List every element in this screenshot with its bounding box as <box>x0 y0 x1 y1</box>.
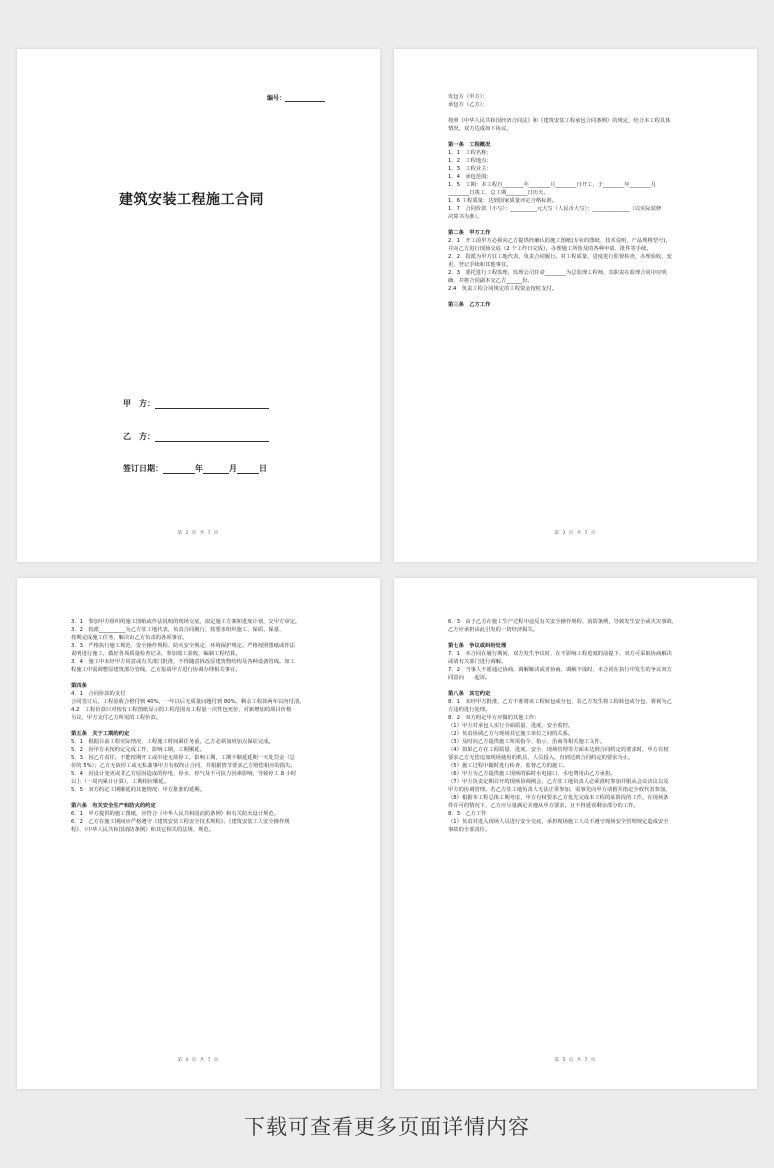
text-line: 2．2 指派为甲方驻工地代表，负责合同履行。对工程质量、进度进行监督检查，办理验收、变 <box>448 254 672 260</box>
page-footer: 第 4 页 共 7 页 <box>177 1058 220 1063</box>
page-footer: 第 5 页 共 7 页 <box>554 1058 597 1063</box>
paragraph-gap <box>448 109 703 117</box>
paragraph-gap <box>71 722 326 730</box>
text-line: 决算书为准）。 <box>448 214 483 220</box>
month-blank <box>203 464 229 474</box>
page-footer: 第 3 页 共 7 页 <box>554 531 597 536</box>
text-line: 按期完成施工任务，解决由乙方负责的各项事宜。 <box>71 635 188 641</box>
text-line: 合同签订后，工程验收合格付到 40%，一年以后无质量问题付到 80%，剩余工程款两年以内付清。 <box>71 699 305 705</box>
text-line: 4．1 合同价款的支付 <box>71 691 126 697</box>
section-heading: 第八条 其它约定 <box>448 691 491 697</box>
text-line: （1）甲方对承包人实行全面质量、进度、安全监控。 <box>448 723 574 729</box>
text-line: 1．2 工程地点： <box>448 158 492 164</box>
contract-page-3 <box>394 49 757 562</box>
text-line: 乙方应承担由此引发的一切经济损失。 <box>448 627 539 633</box>
text-line: 8．3 乙方工作 <box>448 811 487 817</box>
text-line: 1．7 合同价款（小写）：__________元大写（人民币大写）：______________（以实际装修 <box>448 206 662 212</box>
section-heading: 第七条 争议或纠纷处理 <box>448 643 507 649</box>
text-line: 或请有关部门进行调解。 <box>448 659 507 665</box>
contract-page-4 <box>17 578 380 1089</box>
paragraph-gap <box>71 674 326 682</box>
party-a-field <box>123 398 269 409</box>
text-line: 要求乙方无偿追加现场使用的机具、人员投入，直到达到合同约定的要求为止。 <box>448 755 634 761</box>
text-line: 1．6 工程质量：达到国家质量评定合格标准。 <box>448 198 558 204</box>
page-body <box>448 618 703 834</box>
party-b-label: 乙 方： <box>123 432 155 441</box>
text-line: 3．3 严格执行施工规范、安全操作规程、防火安全规定、环境保护规定。严格按照图纸或作法 <box>71 643 295 649</box>
text-line: 2．3 委托进行工程监理，监理公司任命________为总监理工程师，其职责在监理合同中应明 <box>448 270 667 276</box>
section-heading: 第四条 <box>71 683 87 689</box>
text-line: 6．1 甲方提供的施工图纸，应符合《中华人民共和国消防条例》和有关防火设计规范。 <box>71 811 280 817</box>
day-label: 日 <box>259 464 267 473</box>
section-heading: 第一条 工程概况 <box>448 142 491 148</box>
section-heading: 第二条 甲方工作 <box>448 230 491 236</box>
section-heading: 第三条 乙方工作 <box>448 302 491 308</box>
day-blank <box>237 464 259 474</box>
text-line: 程》、《中华人民共和国消防条例》和其它相关的法规、规范。 <box>71 827 215 833</box>
contract-page-5 <box>394 578 757 1089</box>
text-line: 4.2 工程价款只对按有工程图纸显示的工程范围及工程量一次性包死价，对新增加的项目价格 <box>71 707 292 713</box>
text-line: 以上（一周内累计计算），工期相应顺延。 <box>71 779 169 785</box>
paragraph-gap <box>448 221 703 229</box>
text-line: 5．1 根据目前工程实际情况，工程施工时间紧任务重，乙方必须加班加点保证完成。 <box>71 739 274 745</box>
text-line: 另议，甲方支付乙方所需的工程价款。 <box>71 715 162 721</box>
contract-cover-page <box>17 49 380 562</box>
page-footer: 第 2 页 共 7 页 <box>177 531 220 536</box>
text-line: 3．2 指派__________为乙方驻工地代表，负责合同履行，按要求组织施工，保质、保量、 <box>71 627 285 633</box>
text-line: 同意向 起诉。 <box>448 675 491 681</box>
text-line: （2）负责协调乙方与现场其它施工单位之间的关系。 <box>448 731 574 737</box>
text-line: （1）负责对进入现场人员进行安全交底，承担现场施工人员不遵守现场安全管理规定造成安全 <box>448 819 669 825</box>
text-line: 2．1 开工前甲方必须向乙方提供经确认的施工图纸(专业的图纸、技术说明、产品规格型号)， <box>448 238 671 244</box>
text-line: 事故的全部责任。 <box>448 827 491 833</box>
party-b-blank <box>155 432 269 442</box>
paragraph-gap <box>448 293 703 301</box>
paragraph-gap <box>448 133 703 141</box>
text-line: 5．2 因甲方未按约定完成工作，影响工期，工期顺延。 <box>71 747 205 753</box>
text-line: 3．4 施工中未经甲方同意或有关部门批准，不得随意拆改原建筑物结构及各种设备管线。如工 <box>71 659 295 665</box>
party-a-blank <box>155 399 269 409</box>
text-line: 1．3 工程业主： <box>448 166 492 172</box>
section-heading: 第六条 有关安全生产和防火的约定 <box>71 803 156 809</box>
text-line: 3．1 参加甲方组织的施工图纸或作法说明的现场交底，拟定施工方案和进度计划，交甲方审定。 <box>71 619 301 625</box>
text-line: 6．2 乙方在施工期间应严格遵守《建筑安装工程安全技术规程》、《建筑安装工人安全操作规 <box>71 819 290 825</box>
paragraph-gap <box>448 634 703 642</box>
section-heading: 第五条 关于工期的约定 <box>71 731 130 737</box>
text-line: 1．5 工期：本工程自________年________月________日开工，于________年________月 <box>448 182 657 188</box>
text-line: （6）甲方为乙方提供施工现场的临时水电接口，水电费用由乙方承担。 <box>448 771 616 777</box>
text-line: 说明进行施工，做好各项质量检查记录，参加竣工验收，编制工程结算。 <box>71 651 241 657</box>
month-label: 月 <box>229 464 237 473</box>
text-line: 情况，双方达成如下协议。 <box>448 126 512 132</box>
contract-number-blank <box>285 95 325 102</box>
text-line: 6．3 由于乙方在施工生产过程中违反有关安全操作规程、消防条例，导致发生安全或火灾事故， <box>448 619 678 625</box>
text-line: 7．1 本合同在履行期间，双方发生争议时，在不影响工程进度的前提下，双方可采取协商解决 <box>448 651 672 657</box>
page-body <box>71 618 326 834</box>
text-line: 程施工中需调整原建筑部分管线，乙方报请甲方进行协调办理相关事宜。 <box>71 667 241 673</box>
text-line: 8．2 双方约定甲方应做的其他工作： <box>448 715 540 721</box>
text-line: 1．1 工程名称： <box>448 150 492 156</box>
text-line: （5）施工过程中随时进行检查，监督乙方的施工。 <box>448 763 568 769</box>
text-line: 更、登记手续和其他事宜。 <box>448 262 512 268</box>
contract-number-field <box>267 93 325 102</box>
text-line: （8）根据本工程总体工期考虑，甲方有权要求乙方优先完成本工程的某阶段的工作。在现场条 <box>448 795 669 801</box>
text-line: 发包方（甲方）： <box>448 94 488 100</box>
text-line: ________日竣工，总工期________日历天。 <box>448 190 549 196</box>
year-blank <box>163 464 195 474</box>
text-line: （7）甲方负责定期召开的现场协调例会，乙方驻工地负责人必须准时参加并服从会议决议以及 <box>448 779 669 785</box>
sign-date-field <box>123 463 267 474</box>
text-line: 5．4 因设计变更或非乙方原因造成的停电、停水、停气及不可抗力因素影响，导致停工 8 小时 <box>71 771 297 777</box>
party-a-label: 甲 方： <box>123 399 155 408</box>
contract-number-label: 编号： <box>266 95 285 102</box>
text-line: 按照《中华人民共和国经济合同法》和《建筑安装工程承包合同条例》的规定，结合本工程具体 <box>448 118 671 124</box>
text-line: 确，并将合同副本交乙方______份。 <box>448 278 533 284</box>
text-line: 并向乙方进行现场交底（2 个工作日完成），办理施工所涉及的各种申请、批件等手续。 <box>448 246 652 252</box>
text-line: 7．2 当事人不愿通过协商，调解解决或者协商，调解不成时，本合同在执行中发生的争议双方 <box>448 667 672 673</box>
party-b-field <box>123 431 269 442</box>
year-label: 年 <box>195 464 203 473</box>
text-line: （4）如果乙方在工程质量、进度、安全、现场管理等方面未达到合同约定的要求时，甲方有权 <box>448 747 669 753</box>
text-line: 1．4 承包范围： <box>448 174 492 180</box>
document-title: 建筑安装工程施工合同 <box>119 192 264 208</box>
download-caption: 下载可查看更多页面详情内容 <box>244 1115 530 1139</box>
sign-date-label: 签订日期： <box>123 464 163 473</box>
text-line: 价的 5%）；乙方无故停工或无私滥事甲方有权终止合同，并根据情节要求乙方赔偿相应的损失。 <box>71 763 296 769</box>
text-line: 2.4 负责工程合同规定的工程资金按时支付。 <box>448 286 558 292</box>
text-line: 5．5 双方约定工期顺延的其他情况：甲方批准的延期。 <box>71 787 205 793</box>
text-line: 5．3 因乙方责任，不能按期开工或中途无故停工，影响工期，工期不顺延延期一天处罚金（总 <box>71 755 295 761</box>
text-line: （3）及时向乙方提供施工所需指令、指示、治商等相关施工文件。 <box>448 739 605 745</box>
text-line: 方违约进行处理。 <box>448 707 491 713</box>
text-line: 件许可的情况下，乙方应尽量满足并遵从甲方要求，且不得延误剩余部分的工作。 <box>448 803 639 809</box>
text-line: 8．1 未经甲方批准，乙方不准将该工程转包或分包，若乙方发生将工程转包或分包，将视为乙 <box>448 699 672 705</box>
page-body <box>448 93 703 309</box>
paragraph-gap <box>71 794 326 802</box>
paragraph-gap <box>448 682 703 690</box>
text-line: 甲方的协调管理。若乙方驻工地负责人无法正常参加，需事先向甲方请假并指定全权代表参加。 <box>448 787 671 793</box>
text-line: 承包方（乙方）： <box>448 102 488 108</box>
